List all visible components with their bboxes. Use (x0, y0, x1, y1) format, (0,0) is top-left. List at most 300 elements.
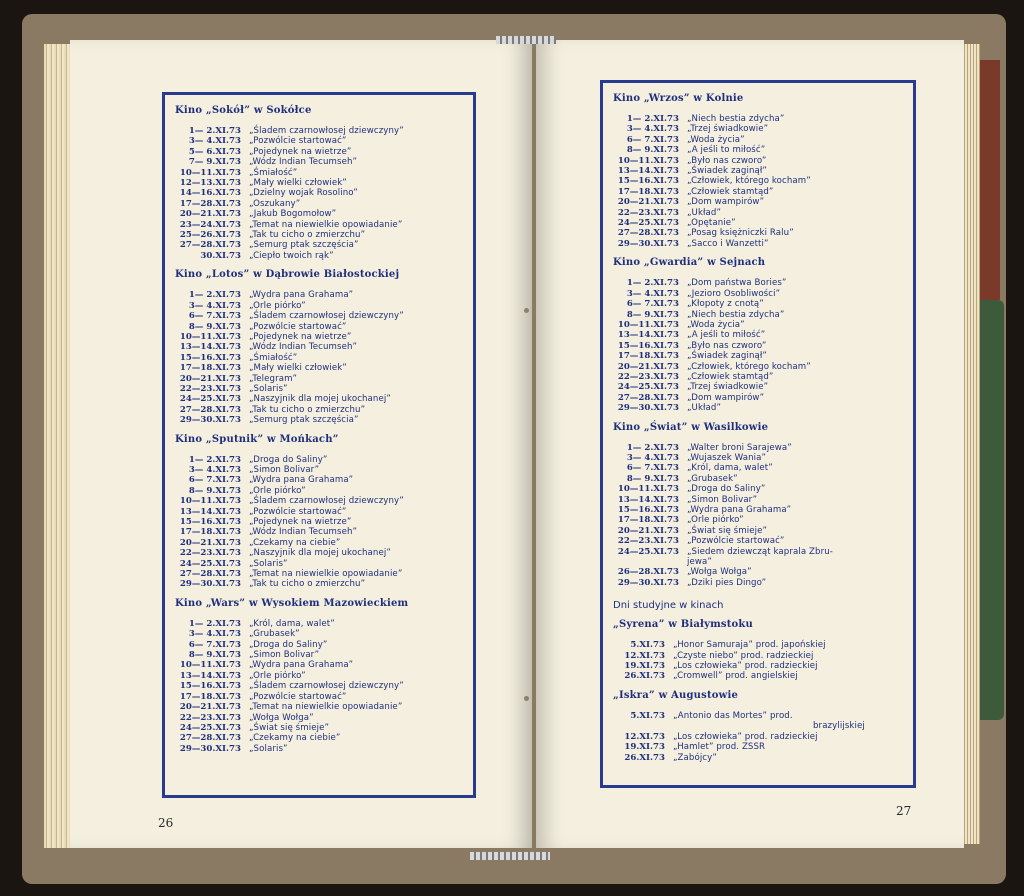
film-title: „Kłopoty z cnotą” (687, 299, 764, 310)
schedule-row (175, 660, 463, 670)
film-title: brazylijskiej (813, 721, 865, 732)
screening-date: 3— 4.XI.73 (188, 300, 241, 311)
film-title: „Niech bestia zdycha” (687, 114, 785, 124)
film-title: „Król, dama, walet” (687, 463, 773, 474)
right-page (536, 40, 964, 848)
screening-date (613, 721, 673, 731)
schedule-row (175, 342, 463, 352)
binding-stitch (524, 308, 529, 313)
schedule-row (175, 290, 463, 300)
film-title: „Droga do Saliny” (249, 639, 328, 650)
film-title: „Śladem czarnowłosej dziewczyny” (249, 126, 404, 136)
film-title: „Pojedynek na wietrze” (249, 331, 352, 342)
screening-date: 1— 2.XI.73 (626, 278, 679, 289)
screening-date: 15—16.XI.73 (617, 505, 679, 515)
schedule-row (613, 515, 903, 525)
film-title: „Sacco i Wanzetti” (687, 238, 769, 249)
schedule-row (175, 713, 463, 723)
schedule-row (175, 619, 463, 629)
schedule-row (175, 374, 463, 384)
film-title: „Dom państwa Bories” (687, 278, 787, 289)
schedule-row (613, 289, 903, 299)
schedule-row (175, 629, 463, 639)
screening-date: 10—11.XI.73 (617, 484, 679, 495)
schedule-row (175, 394, 463, 404)
screening-date: 27—28.XI.73 (179, 733, 241, 744)
schedule-row (613, 228, 903, 238)
film-title: „Temat na niewielkie opowiadanie” (249, 219, 403, 230)
schedule-row (175, 702, 463, 712)
schedule-row (175, 681, 463, 691)
schedule-row (175, 496, 463, 506)
schedule-row (175, 157, 463, 167)
film-title: „Jakub Bogomołow” (249, 209, 337, 220)
screening-date: 17—28.XI.73 (179, 198, 241, 209)
film-title: „A jeśli to miłość” (687, 330, 766, 341)
film-title: „Świat się śmieje” (687, 525, 768, 536)
film-title: „Pozwólcie startować” (249, 506, 347, 517)
film-title: „Opętanie” (687, 218, 736, 229)
film-title: „Posag księżniczki Ralu” (687, 228, 794, 239)
screening-date: 12—13.XI.73 (179, 178, 241, 189)
screening-date: 6— 7.XI.73 (188, 639, 241, 650)
schedule-row (175, 363, 463, 373)
cinema-title: Kino „Wars” w Wysokiem Mazowieckiem (175, 597, 409, 609)
screening-date: 27—28.XI.73 (179, 569, 241, 580)
bookmark-ribbon-bottom (470, 852, 550, 860)
screening-date: 15—16.XI.73 (179, 681, 241, 692)
screening-date: 10—11.XI.73 (179, 496, 241, 507)
screening-date: 3— 4.XI.73 (626, 288, 679, 299)
schedule-row (613, 310, 903, 320)
screening-date: 10—11.XI.73 (179, 167, 241, 178)
cinema-title: Kino „Sputnik” w Mońkach” (175, 433, 339, 445)
schedule-row (613, 671, 903, 681)
screening-date: 22—23.XI.73 (617, 536, 679, 547)
screening-date: 26—28.XI.73 (617, 567, 679, 578)
schedule-row (613, 753, 903, 763)
schedule-row (175, 517, 463, 527)
schedule-row (175, 311, 463, 321)
screening-date: 27—28.XI.73 (179, 404, 241, 415)
film-title: „Dziki pies Dingo” (687, 577, 767, 588)
screening-date: 13—14.XI.73 (617, 330, 679, 341)
film-title: „Świat się śmieje” (249, 722, 330, 733)
film-title: „Pozwólcie startować” (249, 321, 347, 332)
film-title: „Orle piórko” (249, 485, 306, 496)
screening-date: 29—30.XI.73 (617, 403, 679, 414)
screening-date: 8— 9.XI.73 (188, 650, 241, 661)
screening-date: 29—30.XI.73 (179, 743, 241, 754)
film-title: „Wódz Indian Tecumseh” (249, 342, 358, 353)
screening-date: 6— 7.XI.73 (626, 299, 679, 310)
schedule-row (175, 332, 463, 342)
schedule-row (175, 188, 463, 198)
film-title: „Układ” (687, 207, 722, 218)
bookmark-ribbon-top (496, 36, 556, 44)
screening-date: 19.XI.73 (624, 742, 665, 753)
schedule-row (613, 299, 903, 309)
film-title: „Dom wampirów” (687, 197, 765, 208)
schedule-row (175, 538, 463, 548)
screening-date: 12.XI.73 (624, 650, 665, 661)
film-title: „Śmiałość” (249, 167, 298, 178)
schedule-row (613, 578, 903, 588)
screening-date: 29—30.XI.73 (179, 579, 241, 590)
film-title: „Zabójcy” (673, 752, 717, 763)
film-title: „Semurg ptak szczęścia” (249, 415, 359, 426)
screening-date: 10—11.XI.73 (617, 155, 679, 166)
cinema-title: Kino „Sokół” w Sokółce (175, 105, 312, 116)
film-title: „Simon Bolivar” (249, 650, 320, 661)
schedule-row (175, 415, 463, 425)
schedule-row (175, 209, 463, 219)
schedule-row (175, 548, 463, 558)
schedule-row (175, 579, 463, 589)
screening-date: 6— 7.XI.73 (626, 463, 679, 474)
schedule-row (175, 301, 463, 311)
film-title: „Pozwólcie startować” (249, 691, 347, 702)
cinema-title: „Syrena” w Białymstoku (613, 619, 753, 631)
film-title: „Czekamy na ciebie” (249, 733, 341, 744)
film-title: „Ciepło twoich rąk” (249, 250, 334, 261)
schedule-row (175, 384, 463, 394)
schedule-row (613, 484, 903, 494)
film-title: „Droga do Saliny” (687, 484, 766, 495)
schedule-row (175, 507, 463, 517)
screening-date: 22—23.XI.73 (179, 712, 241, 723)
screening-date: 8— 9.XI.73 (188, 321, 241, 332)
screening-date: 25—26.XI.73 (179, 230, 241, 241)
schedule-row (613, 166, 903, 176)
schedule-row (175, 640, 463, 650)
film-title: „Dzielny wojak Rosolino” (249, 188, 358, 199)
film-title: „Wydra pana Grahama” (249, 475, 354, 486)
screening-date: 17—18.XI.73 (179, 691, 241, 702)
film-title: „Walter broni Sarajewa” (687, 442, 792, 453)
film-title: „Śladem czarnowłosej dziewczyny” (249, 496, 404, 507)
screening-date: 15—16.XI.73 (617, 176, 679, 187)
cinema-title: „Iskra” w Augustowie (613, 689, 739, 701)
film-title: „Trzej świadkowie” (687, 124, 769, 135)
schedule-row (175, 322, 463, 332)
film-title: „Układ” (687, 403, 722, 414)
schedule-row (175, 251, 463, 261)
film-title: „Człowiek stamtąd” (687, 186, 774, 197)
schedule-row (175, 136, 463, 146)
screening-date: 8— 9.XI.73 (626, 145, 679, 156)
screening-date: 26.XI.73 (624, 752, 665, 763)
film-title: „Siedem dziewcząt kaprala Zbru- (687, 546, 833, 557)
screening-date: 17—18.XI.73 (179, 363, 241, 374)
screening-date: 5— 6.XI.73 (188, 146, 241, 157)
film-title: „Solaris” (249, 383, 288, 394)
cinema-title: Kino „Świat” w Wasilkowie (613, 421, 769, 433)
film-title: „Cromwell” prod. angielskiej (673, 671, 798, 682)
schedule-row (175, 240, 463, 250)
schedule-row (175, 692, 463, 702)
right-schedule-frame (600, 80, 916, 788)
schedule-row (175, 527, 463, 537)
schedule-row (175, 671, 463, 681)
film-title: „Tak tu cicho o zmierzchu” (249, 230, 366, 241)
schedule-row (175, 465, 463, 475)
schedule-row (613, 547, 903, 557)
schedule-row (613, 661, 903, 671)
schedule-row (613, 197, 903, 207)
film-title: „Los człowieka” prod. radzieckiej (673, 731, 818, 742)
film-title: „Świadek zaginął” (687, 166, 767, 177)
screening-date: 3— 4.XI.73 (188, 136, 241, 147)
film-title: „Oszukany” (249, 198, 301, 209)
screening-date: 13—14.XI.73 (179, 506, 241, 517)
screening-date: 1— 2.XI.73 (188, 454, 241, 465)
schedule-row (613, 145, 903, 155)
screening-date: 14—16.XI.73 (179, 188, 241, 199)
schedule-row (175, 475, 463, 485)
screening-date: 17—18.XI.73 (617, 351, 679, 362)
schedule-row (613, 351, 903, 361)
schedule-row (613, 382, 903, 392)
screening-date: 13—14.XI.73 (617, 494, 679, 505)
film-title: „Simon Bolivar” (687, 494, 758, 505)
schedule-row (613, 341, 903, 351)
film-title: „Naszyjnik dla mojej ukochanej” (249, 548, 391, 559)
schedule-row (613, 526, 903, 536)
film-title: „Solaris” (249, 743, 288, 754)
schedule-row (613, 114, 903, 124)
film-title: „Było nas czworo” (687, 340, 767, 351)
screening-date: 3— 4.XI.73 (626, 452, 679, 463)
schedule-row (613, 536, 903, 546)
film-title: „Wydra pana Grahama” (687, 505, 792, 515)
schedule-row (613, 124, 903, 134)
schedule-row (613, 567, 903, 577)
cinema-title: Kino „Gwardia” w Sejnach (613, 257, 766, 269)
schedule-row (613, 403, 903, 413)
film-title: „Niech bestia zdycha” (687, 309, 785, 320)
screening-date: 15—16.XI.73 (179, 517, 241, 527)
screening-date: 6— 7.XI.73 (626, 134, 679, 145)
film-title: „Antonio das Mortes” prod. (673, 710, 793, 721)
film-title: „Simon Bolivar” (249, 464, 320, 475)
film-title: „Telegram” (249, 373, 298, 384)
screening-date: 12.XI.73 (624, 731, 665, 742)
screening-date: 22—23.XI.73 (617, 371, 679, 382)
screening-date: 10—11.XI.73 (179, 331, 241, 342)
film-title: „Człowiek, którego kocham” (687, 361, 811, 372)
left-schedule-frame (162, 92, 476, 798)
film-title: „Grubasek” (249, 629, 300, 640)
schedule-row (613, 393, 903, 403)
screening-date: 5.XI.73 (630, 640, 665, 651)
film-title: „Trzej świadkowie” (687, 382, 769, 393)
film-title: „Woda życia” (687, 134, 745, 145)
schedule-row (175, 126, 463, 136)
schedule-row (175, 230, 463, 240)
page-edges-right (962, 44, 980, 844)
screening-date: 20—21.XI.73 (617, 197, 679, 208)
film-title: „Semurg ptak szczęścia” (249, 240, 359, 251)
schedule-row (613, 362, 903, 372)
screening-date: 20—21.XI.73 (179, 702, 241, 713)
screening-date: 20—21.XI.73 (179, 537, 241, 548)
schedule-row (175, 486, 463, 496)
schedule-row (613, 156, 903, 166)
screening-date: 10—11.XI.73 (617, 319, 679, 330)
screening-date (613, 557, 687, 567)
cinema-title: Kino „Lotos” w Dąbrowie Białostockiej (175, 269, 400, 281)
schedule-row (613, 443, 903, 453)
film-title: „Grubasek” (687, 473, 738, 484)
schedule-row (613, 320, 903, 330)
film-title: „Hamlet” prod. ZSSR (673, 742, 766, 753)
screening-date: 24—25.XI.73 (617, 382, 679, 393)
film-title: „Wydra pana Grahama” (249, 290, 354, 301)
screening-date: 20—21.XI.73 (617, 361, 679, 372)
film-title: „Temat na niewielkie opowiadanie” (249, 702, 403, 713)
film-title: „Mały wielki człowiek” (249, 178, 347, 189)
screening-date: 10—11.XI.73 (179, 660, 241, 671)
schedule-row (175, 168, 463, 178)
schedule-row (613, 640, 903, 650)
screening-date: 22—23.XI.73 (617, 207, 679, 218)
film-title: „Czyste niebo” prod. radzieckiej (673, 650, 814, 661)
screening-date: 15—16.XI.73 (179, 352, 241, 363)
cinema-title: Kino „Wrzos” w Kolnie (613, 93, 744, 104)
film-title: „Wołga Wołga” (249, 712, 314, 723)
schedule-row (613, 711, 903, 721)
schedule-row (613, 495, 903, 505)
schedule-row (613, 721, 903, 731)
screening-date: 6— 7.XI.73 (188, 311, 241, 322)
schedule-row (613, 330, 903, 340)
film-title: „Człowiek stamtąd” (687, 371, 774, 382)
screening-date: 20—21.XI.73 (179, 209, 241, 220)
screening-date: 24—25.XI.73 (179, 722, 241, 733)
schedule-row (175, 559, 463, 569)
screening-date: 13—14.XI.73 (179, 342, 241, 353)
schedule-row (613, 505, 903, 515)
schedule-row (613, 742, 903, 752)
page-number-right: 27 (896, 804, 912, 818)
film-title: „Jezioro Osobliwości” (687, 288, 781, 299)
screening-date: 17—18.XI.73 (617, 186, 679, 197)
screening-date: 24—25.XI.73 (617, 546, 679, 557)
film-title: „Woda życia” (687, 319, 745, 330)
screening-date: 29—30.XI.73 (617, 238, 679, 249)
screening-date: 8— 9.XI.73 (188, 485, 241, 496)
film-title: „Było nas czworo” (687, 155, 767, 166)
screening-date: 22—23.XI.73 (179, 548, 241, 559)
binding-stitch (524, 696, 529, 701)
film-title: „Pojedynek na wietrze” (249, 146, 352, 157)
film-title: „Wołga Wołga” (687, 567, 752, 578)
schedule-row (175, 147, 463, 157)
screening-date: 24—25.XI.73 (617, 218, 679, 229)
film-title: „Dom wampirów” (687, 392, 765, 403)
schedule-row (175, 455, 463, 465)
schedule-row (613, 732, 903, 742)
screening-date: 8— 9.XI.73 (626, 309, 679, 320)
screening-date: 27—28.XI.73 (617, 228, 679, 239)
schedule-row (613, 453, 903, 463)
schedule-row (175, 178, 463, 188)
screening-date: 17—18.XI.73 (617, 515, 679, 526)
film-title: „Naszyjnik dla mojej ukochanej” (249, 394, 391, 405)
schedule-row (613, 176, 903, 186)
screening-date: 30.XI.73 (200, 250, 241, 261)
screening-date: 20—21.XI.73 (617, 525, 679, 536)
screening-date: 1— 2.XI.73 (188, 290, 241, 301)
screening-date: 6— 7.XI.73 (188, 475, 241, 486)
screening-date: 13—14.XI.73 (179, 670, 241, 681)
film-title: „Droga do Saliny” (249, 454, 328, 465)
schedule-row (175, 353, 463, 363)
film-title: „Świadek zaginął” (687, 351, 767, 362)
screening-date: 24—25.XI.73 (179, 558, 241, 569)
screening-date: 5.XI.73 (630, 710, 665, 721)
screening-date: 1— 2.XI.73 (188, 618, 241, 629)
schedule-row (175, 744, 463, 754)
film-title: „Solaris” (249, 558, 288, 569)
film-title: „Śmiałość” (249, 352, 298, 363)
screening-date: 29—30.XI.73 (617, 577, 679, 588)
schedule-row (613, 239, 903, 249)
screening-date: 23—24.XI.73 (179, 219, 241, 230)
film-title: „A jeśli to miłość” (687, 145, 766, 156)
film-title: „Temat na niewielkie opowiadanie” (249, 569, 403, 580)
screening-date: 1— 2.XI.73 (188, 126, 241, 136)
schedule-row (613, 463, 903, 473)
screening-date: 27—28.XI.73 (179, 240, 241, 251)
screening-date: 1— 2.XI.73 (626, 442, 679, 453)
schedule-row (613, 187, 903, 197)
screening-date: 19.XI.73 (624, 661, 665, 672)
studio-days-heading: Dni studyjne w kinach (613, 600, 724, 612)
film-title: „Orle piórko” (249, 300, 306, 311)
schedule-row (175, 199, 463, 209)
film-title: „Los człowieka” prod. radzieckiej (673, 661, 818, 672)
schedule-row (175, 733, 463, 743)
screening-date: 3— 4.XI.73 (188, 464, 241, 475)
film-title: „Człowiek, którego kocham” (687, 176, 811, 187)
film-title: „Orle piórko” (687, 515, 744, 526)
screening-date: 22—23.XI.73 (179, 383, 241, 394)
film-title: „Czekamy na ciebie” (249, 537, 341, 548)
film-title: „Pozwólcie startować” (687, 536, 785, 547)
film-title: „Król, dama, walet” (249, 618, 335, 629)
film-title: jewa” (687, 557, 712, 568)
schedule-row (613, 474, 903, 484)
film-title: „Śladem czarnowłosej dziewczyny” (249, 311, 404, 322)
film-title: „Pozwólcie startować” (249, 136, 347, 147)
film-title: „Honor Samuraja” prod. japońskiej (673, 640, 826, 651)
schedule-row (175, 650, 463, 660)
film-title: „Orle piórko” (249, 670, 306, 681)
left-page (70, 40, 532, 848)
schedule-row (613, 557, 903, 567)
screening-date: 17—18.XI.73 (179, 527, 241, 538)
screening-date: 24—25.XI.73 (179, 394, 241, 405)
screening-date: 8— 9.XI.73 (626, 473, 679, 484)
schedule-row (175, 405, 463, 415)
screening-date: 29—30.XI.73 (179, 415, 241, 426)
schedule-row (175, 723, 463, 733)
screening-date: 7— 9.XI.73 (188, 157, 241, 168)
film-title: „Wódz Indian Tecumseh” (249, 157, 358, 168)
screening-date: 27—28.XI.73 (617, 392, 679, 403)
